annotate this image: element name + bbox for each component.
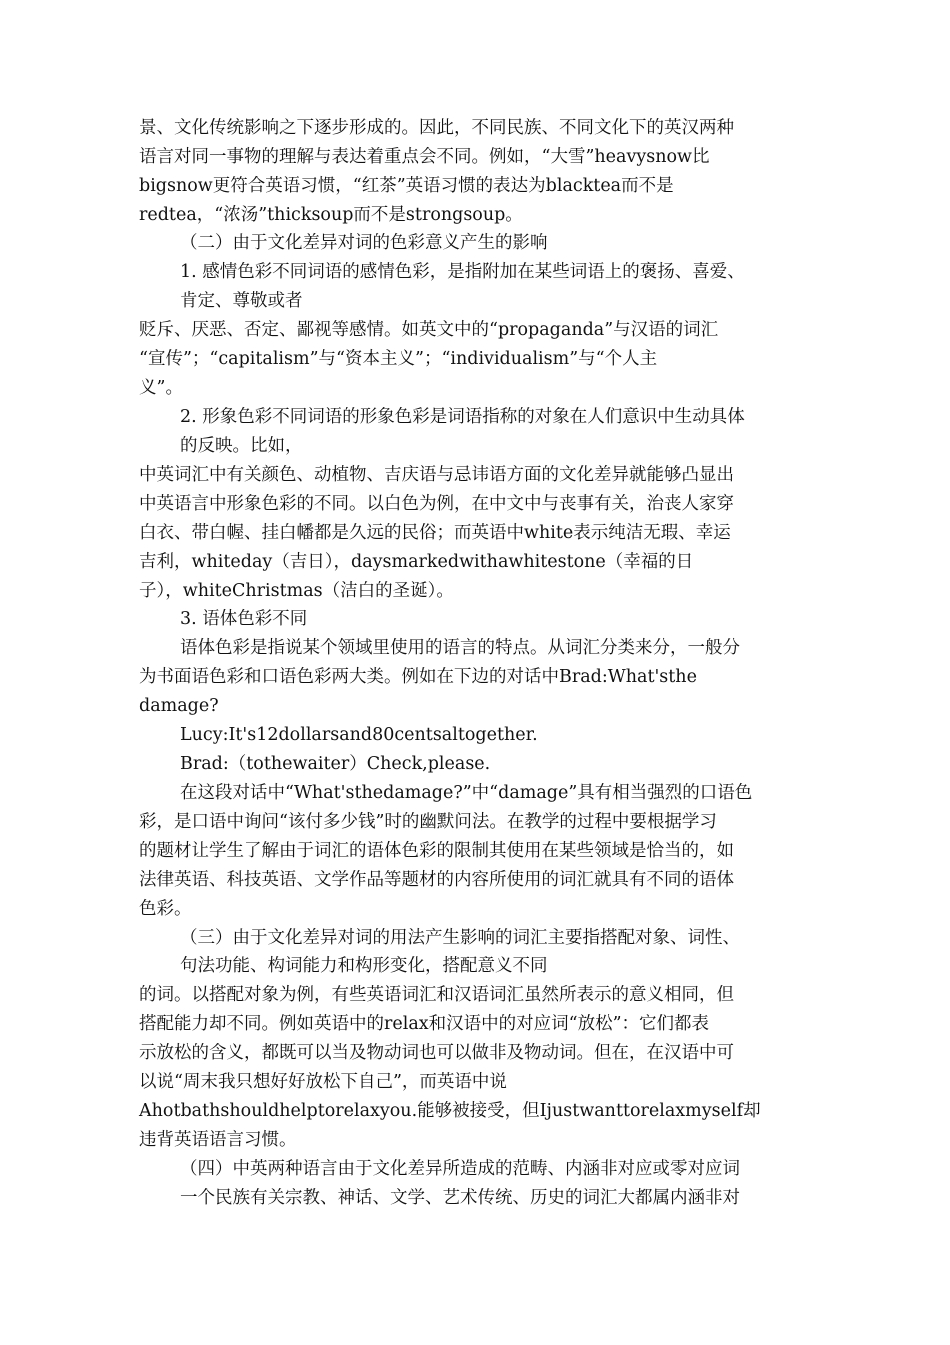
text-line: 法律英语、科技英语、文学作品等题材的内容所使用的词汇就具有不同的语体 <box>139 870 734 890</box>
text-line: 为书面语色彩和口语色彩两大类。例如在下边的对话中Brad:What'sthe <box>139 667 697 687</box>
dialogue-line: Lucy:It's12dollarsand80centsaltogether. <box>180 725 538 745</box>
text-line: 语言对同一事物的理解与表达着重点会不同。例如，“大雪”heavysnow比 <box>139 147 710 167</box>
text-line: 的反映。比如， <box>180 436 303 456</box>
text-line: 一个民族有关宗教、神话、文学、艺术传统、历史的词汇大都属内涵非对 <box>180 1188 740 1208</box>
text-line: 在这段对话中“What'sthedamage?”中“damage”具有相当强烈的口语色 <box>180 783 753 803</box>
text-line: 的题材让学生了解由于词汇的语体色彩的限制其使用在某些领域是恰当的，如 <box>139 841 734 861</box>
text-line: Ahotbathshouldhelptorelaxyou.能够被接受，但Ijustwanttorelaxmyself却 <box>139 1101 761 1121</box>
text-line: redtea，“浓汤”thicksoup而不是strongsoup。 <box>139 205 523 225</box>
text-line: “宣传”；“capitalism”与“资本主义”；“individualism”与“个人主 <box>139 349 658 369</box>
text-line: 贬斥、厌恶、否定、鄙视等感情。如英文中的“propaganda”与汉语的词汇 <box>139 320 719 340</box>
text-line: 违背英语语言习惯。 <box>139 1130 297 1150</box>
text-line: 的词。以搭配对象为例，有些英语词汇和汉语词汇虽然所表示的意义相同，但 <box>139 985 734 1005</box>
text-line: 语体色彩是指说某个领域里使用的语言的特点。从词汇分类来分，一般分 <box>180 638 740 658</box>
section-heading: （二）由于文化差异对词的色彩意义产生的影响 <box>180 233 548 253</box>
subsection-heading: 1. 感情色彩不同词语的感情色彩，是指附加在某些词语上的褒扬、喜爱、 <box>180 262 745 282</box>
text-line: 吉利，whiteday（吉日），daysmarkedwithawhitestone（幸福的日 <box>139 552 694 572</box>
text-line: 肯定、尊敬或者 <box>180 291 303 311</box>
text-line: 搭配能力却不同。例如英语中的relax和汉语中的对应词“放松”：它们都表 <box>139 1014 710 1034</box>
text-line: damage? <box>139 696 219 716</box>
text-line: 子），whiteChristmas（洁白的圣诞）。 <box>139 581 454 601</box>
text-line: 示放松的含义，都既可以当及物动词也可以做非及物动词。但在，在汉语中可 <box>139 1043 734 1063</box>
text-line: bigsnow更符合英语习惯，“红茶”英语习惯的表达为blacktea而不是 <box>139 176 674 196</box>
dialogue-line: Brad:（tothewaiter）Check,please. <box>180 754 491 774</box>
text-line: 以说“周末我只想好好放松下自己”，而英语中说 <box>139 1072 507 1092</box>
text-line: 色彩。 <box>139 899 192 919</box>
text-line: 句法功能、构词能力和构形变化，搭配意义不同 <box>180 956 548 976</box>
text-line: 义”。 <box>139 378 183 398</box>
text-line: 彩，是口语中询问“该付多少钱”时的幽默问法。在教学的过程中要根据学习 <box>139 812 717 832</box>
text-line: 中英语言中形象色彩的不同。以白色为例，在中文中与丧事有关，治丧人家穿 <box>139 494 734 514</box>
subsection-heading: 3. 语体色彩不同 <box>180 609 308 629</box>
subsection-heading: 2. 形象色彩不同词语的形象色彩是词语指称的对象在人们意识中生动具体 <box>180 407 745 427</box>
section-heading: （四）中英两种语言由于文化差异所造成的范畴、内涵非对应或零对应词 <box>180 1159 740 1179</box>
section-heading: （三）由于文化差异对词的用法产生影响的词汇主要指搭配对象、词性、 <box>180 928 740 948</box>
text-line: 中英词汇中有关颜色、动植物、吉庆语与忌讳语方面的文化差异就能够凸显出 <box>139 465 734 485</box>
text-line: 景、文化传统影响之下逐步形成的。因此，不同民族、不同文化下的英汉两种 <box>139 118 734 138</box>
text-line: 白衣、带白幄、挂白幡都是久远的民俗；而英语中white表示纯洁无瑕、幸运 <box>139 523 731 543</box>
